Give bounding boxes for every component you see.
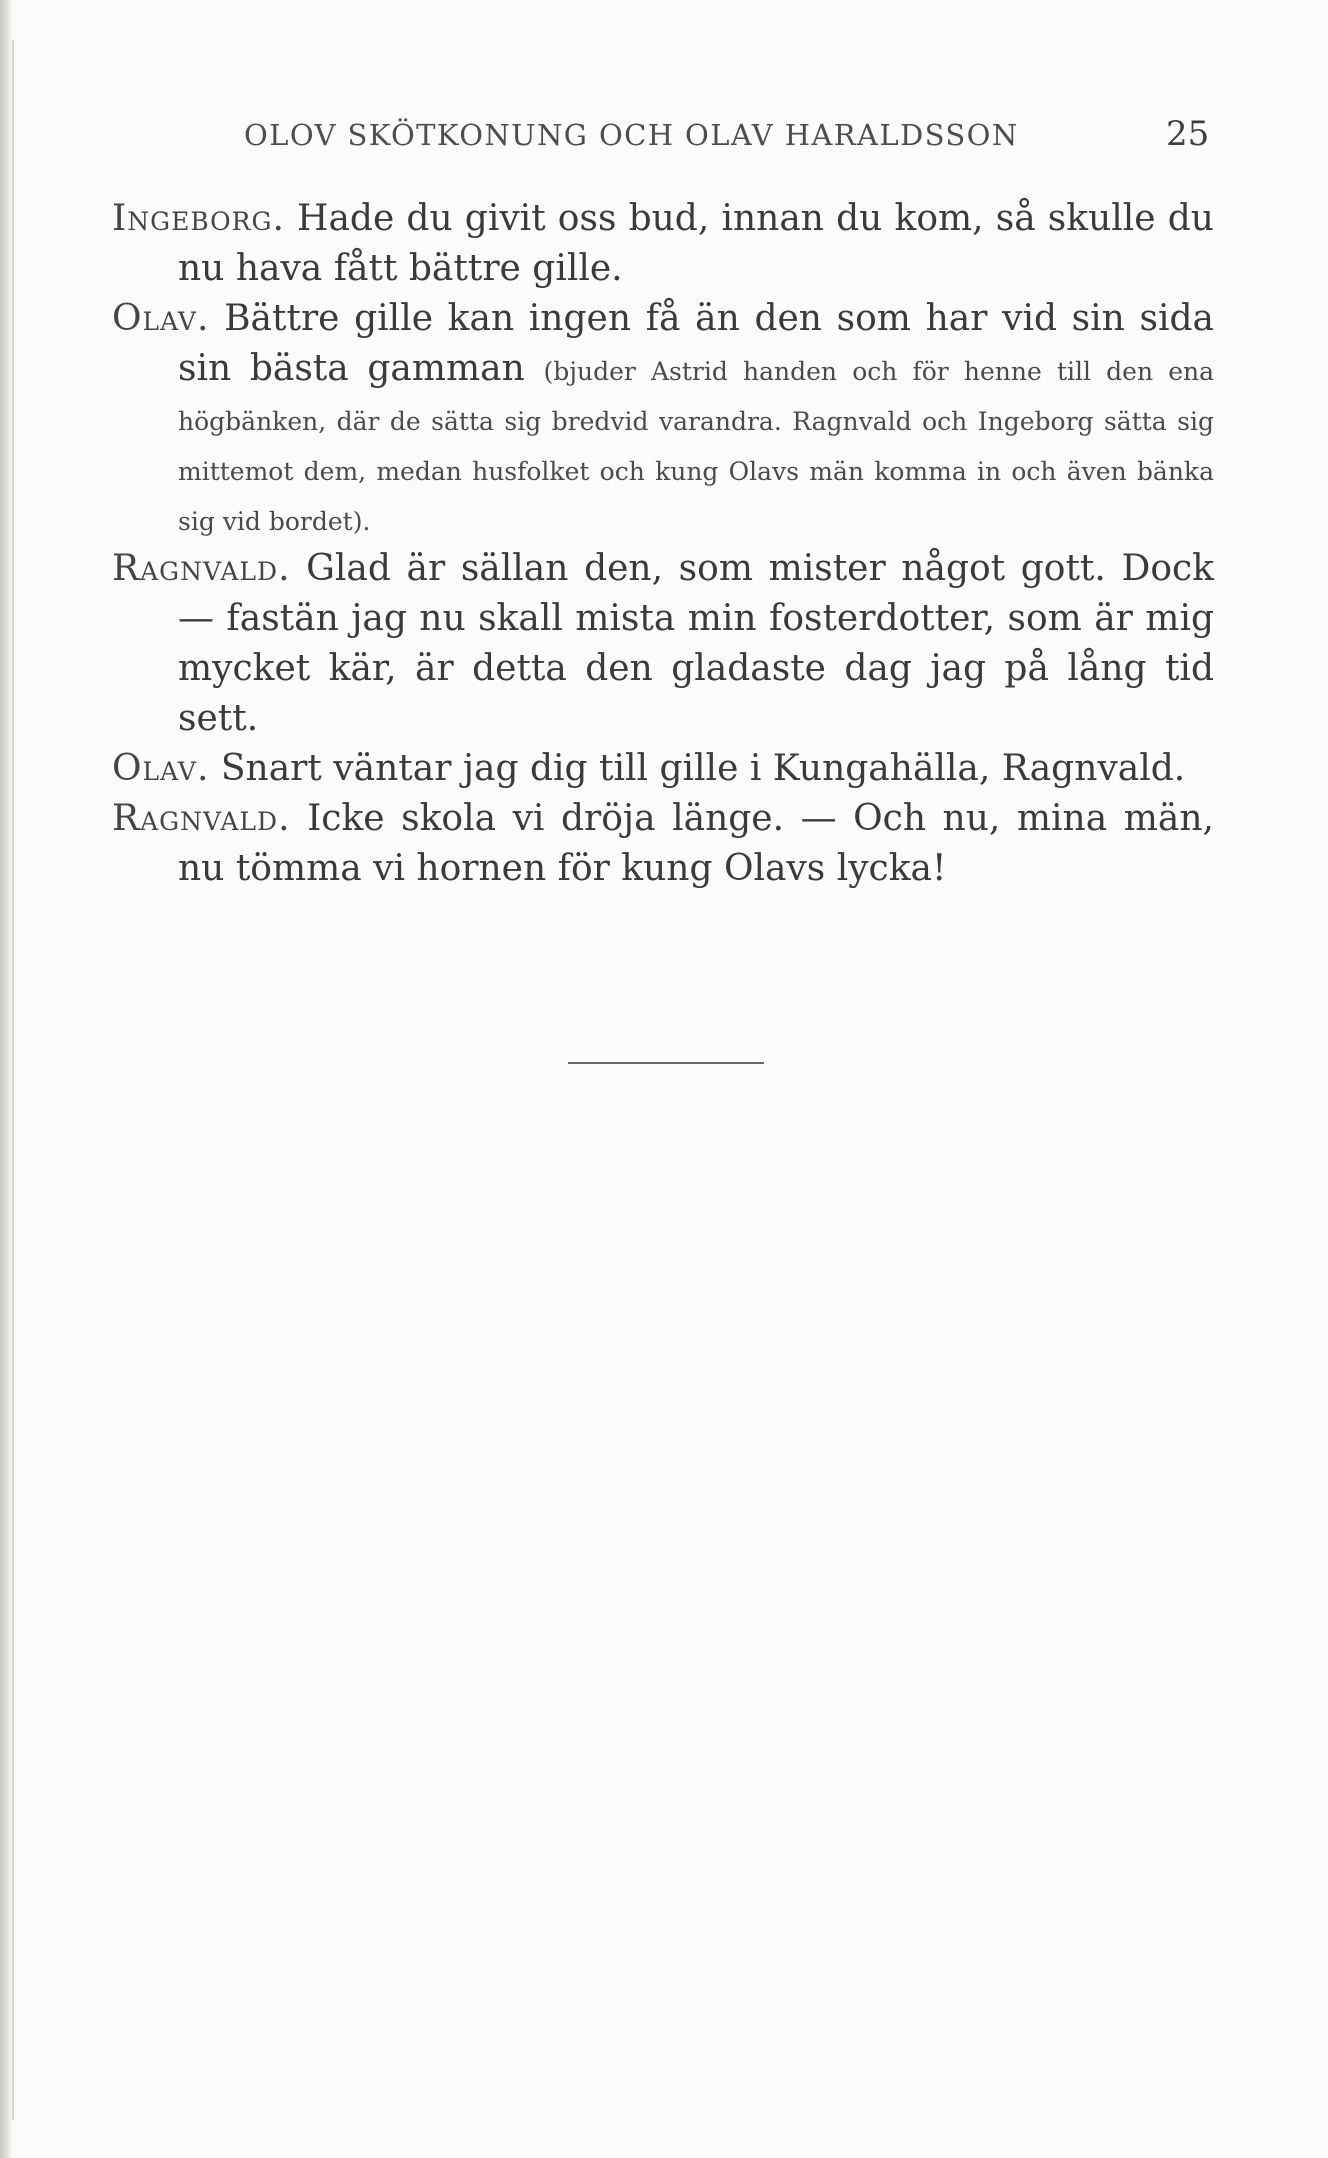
speech-olav [112, 294, 1214, 544]
speech-text: Glad är sällan den, som mister något gott. Dock — fastän jag nu skall mista min fosterdotter, som är mig mycket kär, är detta den gladaste dag jag på lång tid sett. [178, 548, 1214, 739]
speech-olav-2 [112, 744, 1214, 794]
running-head: OLOV SKÖTKONUNG OCH OLAV HARALDSSON [244, 118, 1019, 152]
speech-text: Hade du givit oss bud, innan du kom, så skulle du nu hava fått bättre gille. [178, 198, 1214, 289]
speaker-name: Ragnvald. [112, 798, 291, 839]
page-edge-line [12, 40, 14, 2120]
speech-ragnvald-2 [112, 794, 1214, 894]
speech-ragnvald [112, 544, 1214, 744]
speech-text: Icke skola vi dröja länge. — Och nu, mina män, nu tömma vi hornen för kung Olavs lycka! [178, 798, 1214, 889]
stage-direction: (bjuder Astrid handen och för henne till den ena högbänken, där de sätta sig bredvid varandra. Ragnvald och Ingeborg sätta sig mittemot dem, medan husfolket och kung Olavs män komma in och även bänka sig vid bordet). [178, 357, 1214, 536]
speaker-name: Olav. [112, 748, 210, 789]
main-text [112, 194, 1214, 894]
end-of-scene-rule [568, 1062, 764, 1064]
page-binding-edge [0, 0, 12, 2158]
speech-ingeborg [112, 194, 1214, 294]
speaker-name: Ingeborg. [112, 198, 285, 239]
page-number: 25 [1166, 114, 1210, 154]
speech-text: Bättre gille kan ingen få än den som har vid sin sida sin bästa gamman [178, 298, 1214, 389]
speaker-name: Ragnvald. [112, 548, 291, 589]
speech-text: Snart väntar jag dig till gille i Kungahälla, Ragnvald. [220, 748, 1186, 789]
speaker-name: Olav. [112, 298, 210, 339]
